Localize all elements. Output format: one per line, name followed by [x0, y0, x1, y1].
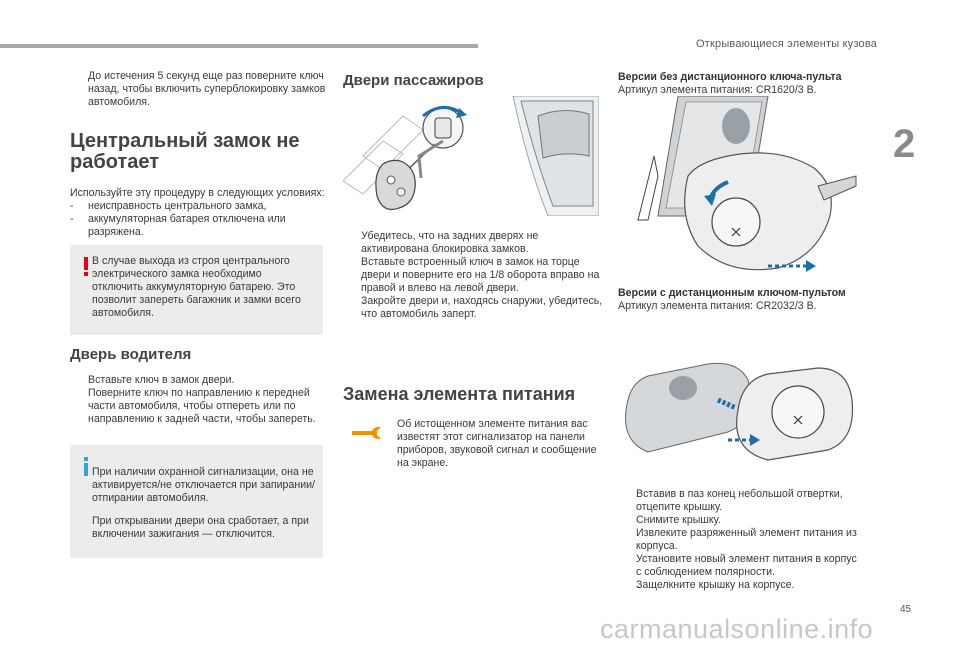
no-remote-text: Артикул элемента питания: CR1620/3 В.: [618, 84, 817, 96]
right-column-top: [618, 71, 858, 97]
info-icon: [80, 455, 92, 477]
key-battery-illustration-cr1620: [618, 96, 858, 276]
passenger-steps: [343, 230, 603, 321]
middle-column: [343, 72, 603, 90]
central-lock-item: - аккумуляторная батарея отключена или разряжена.: [70, 213, 286, 238]
heading-central-lock: Центральный замок не работает: [70, 130, 300, 173]
driver-door-section: [70, 346, 326, 426]
section-title: Открывающиеся элементы кузова: [696, 38, 878, 50]
left-column: [70, 70, 326, 239]
battery-step: Извлеките разряженный элемент питания из корпуса.: [636, 527, 857, 552]
watermark: carmanualsonline.info: [600, 614, 874, 644]
info-text: При наличии охранной сигнализации, она не активируется/не отключается при запирании/отпирании автомобиля. При открывании двери она сработает, а при включении зажигания — отключится.: [92, 465, 315, 541]
heading-driver-door: Дверь водителя: [70, 346, 192, 363]
chapter-number: 2: [893, 122, 916, 166]
with-remote-text: Артикул элемента питания: CR2032/3 В.: [618, 300, 817, 312]
key-battery-illustration-cr2032: [618, 360, 858, 470]
heading-no-remote: Версии без дистанционного ключа-пульта: [618, 71, 842, 83]
header-rule: [0, 44, 478, 48]
driver-door-item: Поверните ключ по направлению к передней части автомобиля, чтобы отпереть или по направлению к задней части, чтобы запереть.: [88, 387, 316, 425]
central-lock-item: - неисправность центрального замка,: [70, 200, 267, 212]
heading-passenger-doors: Двери пассажиров: [343, 72, 484, 89]
wrench-icon: [350, 425, 384, 449]
passenger-step: Вставьте встроенный ключ в замок на торце двери и поверните его на 1/8 оборота вправо на правой и влево на левой двери.: [361, 256, 600, 294]
heading-with-remote: Версии с дистанционным ключом-пультом: [618, 287, 846, 299]
central-lock-text: Используйте эту процедуру в следующих условиях:: [70, 187, 325, 199]
battery-step: Установите новый элемент питания в корпус с соблюдением полярности.: [636, 553, 857, 578]
battery-step: Снимите крышку.: [636, 514, 721, 526]
driver-door-item: Вставьте ключ в замок двери.: [88, 374, 235, 386]
passenger-step: Закройте двери и, находясь снаружи, убедитесь, что автомобиль заперт.: [361, 295, 603, 320]
right-column-middle: [618, 287, 858, 313]
passenger-step: Убедитесь, что на задних дверях не активирована блокировка замков.: [361, 230, 539, 255]
page-number: 45: [900, 604, 912, 615]
battery-section: [343, 384, 603, 405]
heading-battery: Замена элемента питания: [343, 384, 576, 404]
warning-icon: [80, 255, 92, 277]
passenger-door-illustration: [343, 96, 599, 216]
battery-steps: [618, 488, 858, 592]
battery-step: Защелкните крышку на корпусе.: [636, 579, 795, 591]
battery-text: Об истощенном элементе питания вас известят этот сигнализатор на панели приборов, звуковой сигнал и сообщение на экране.: [397, 418, 597, 469]
intro-bullet: До истечения 5 секунд еще раз поверните ключ назад, чтобы включить суперблокировку замков автомобиля.: [88, 70, 326, 108]
warning-text: В случае выхода из строя центрального электрического замка необходимо отключить аккумуляторную батарею. Это позволит запереть багажник и замки всего автомобиля.: [92, 255, 301, 319]
warning-box: [70, 245, 323, 335]
battery-step: Вставив в паз конец небольшой отвертки, отцепите крышку.: [636, 488, 843, 513]
info-box: [70, 445, 323, 558]
